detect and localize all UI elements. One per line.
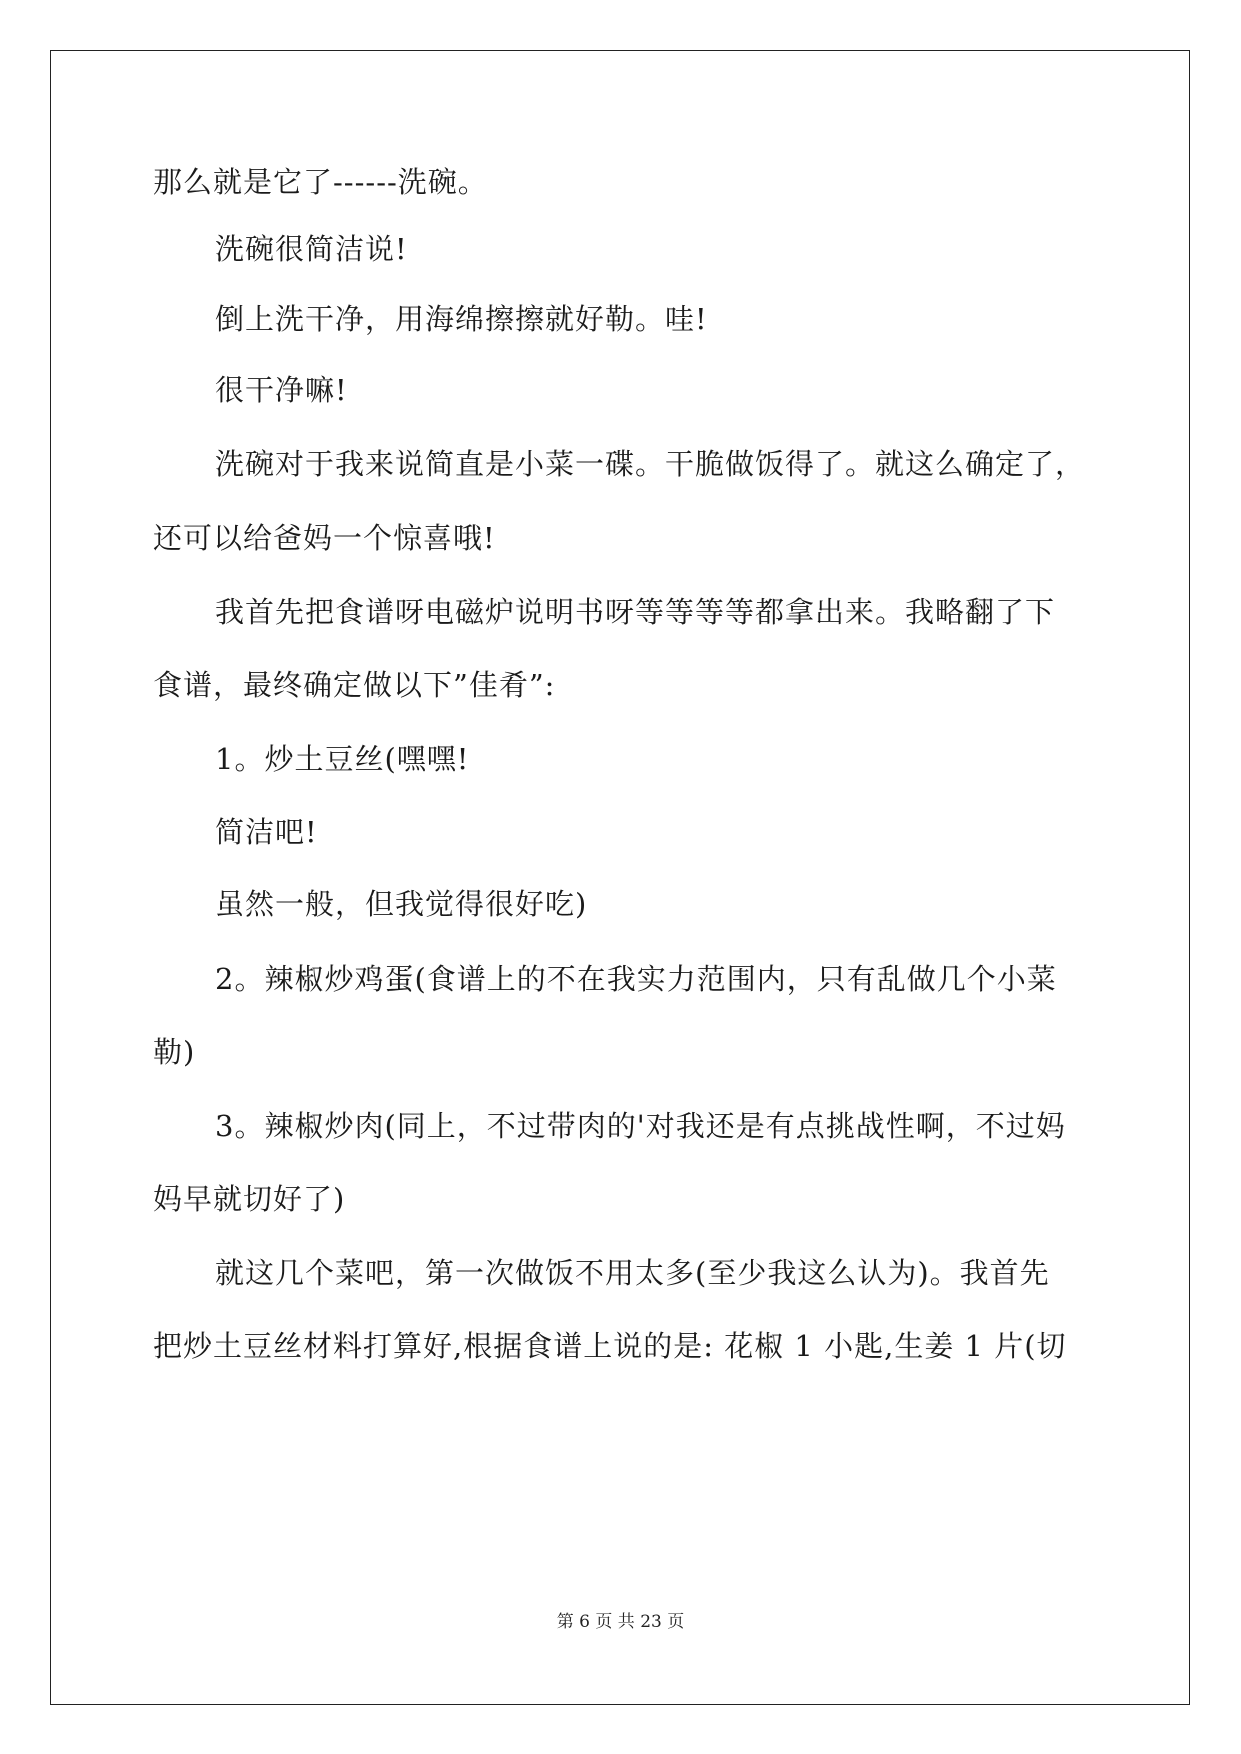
text-line-7: 我首先把食谱呀电磁炉说明书呀等等等等都拿出来。我略翻了下	[215, 595, 1056, 629]
text-line-5: 洗碗对于我来说简直是小菜一碟。干脆做饭得了。就这么确定了，	[215, 447, 1086, 481]
text-line-4: 很干净嘛!	[215, 373, 348, 407]
text-line-9: 1。炒土豆丝(嘿嘿!	[215, 742, 470, 776]
text-line-16: 就这几个菜吧，第一次做饭不用太多(至少我这么认为)。我首先	[215, 1256, 1050, 1290]
text-line-13: 勒)	[153, 1035, 196, 1069]
text-line-3: 倒上洗干净，用海绵擦擦就好勒。哇!	[215, 302, 708, 336]
text-line-12: 2。辣椒炒鸡蛋(食谱上的不在我实力范围内，只有乱做几个小菜	[215, 962, 1057, 996]
text-line-15: 妈早就切好了)	[153, 1182, 346, 1216]
text-line-1: 那么就是它了------洗碗。	[153, 165, 488, 199]
text-line-11: 虽然一般，但我觉得很好吃)	[215, 887, 588, 921]
text-line-6: 还可以给爸妈一个惊喜哦!	[153, 521, 496, 555]
text-line-10: 简洁吧!	[215, 815, 318, 849]
text-line-14: 3。辣椒炒肉(同上，不过带肉的'对我还是有点挑战性啊，不过妈	[215, 1109, 1066, 1143]
text-line-8: 食谱，最终确定做以下”佳肴”:	[153, 668, 556, 702]
page-number-footer: 第 6 页 共 23 页	[556, 1612, 685, 1632]
text-line-17: 把炒土豆丝材料打算好,根据食谱上说的是: 花椒 1 小匙,生姜 1 片(切	[153, 1329, 1067, 1363]
text-line-2: 洗碗很简洁说!	[215, 232, 408, 266]
